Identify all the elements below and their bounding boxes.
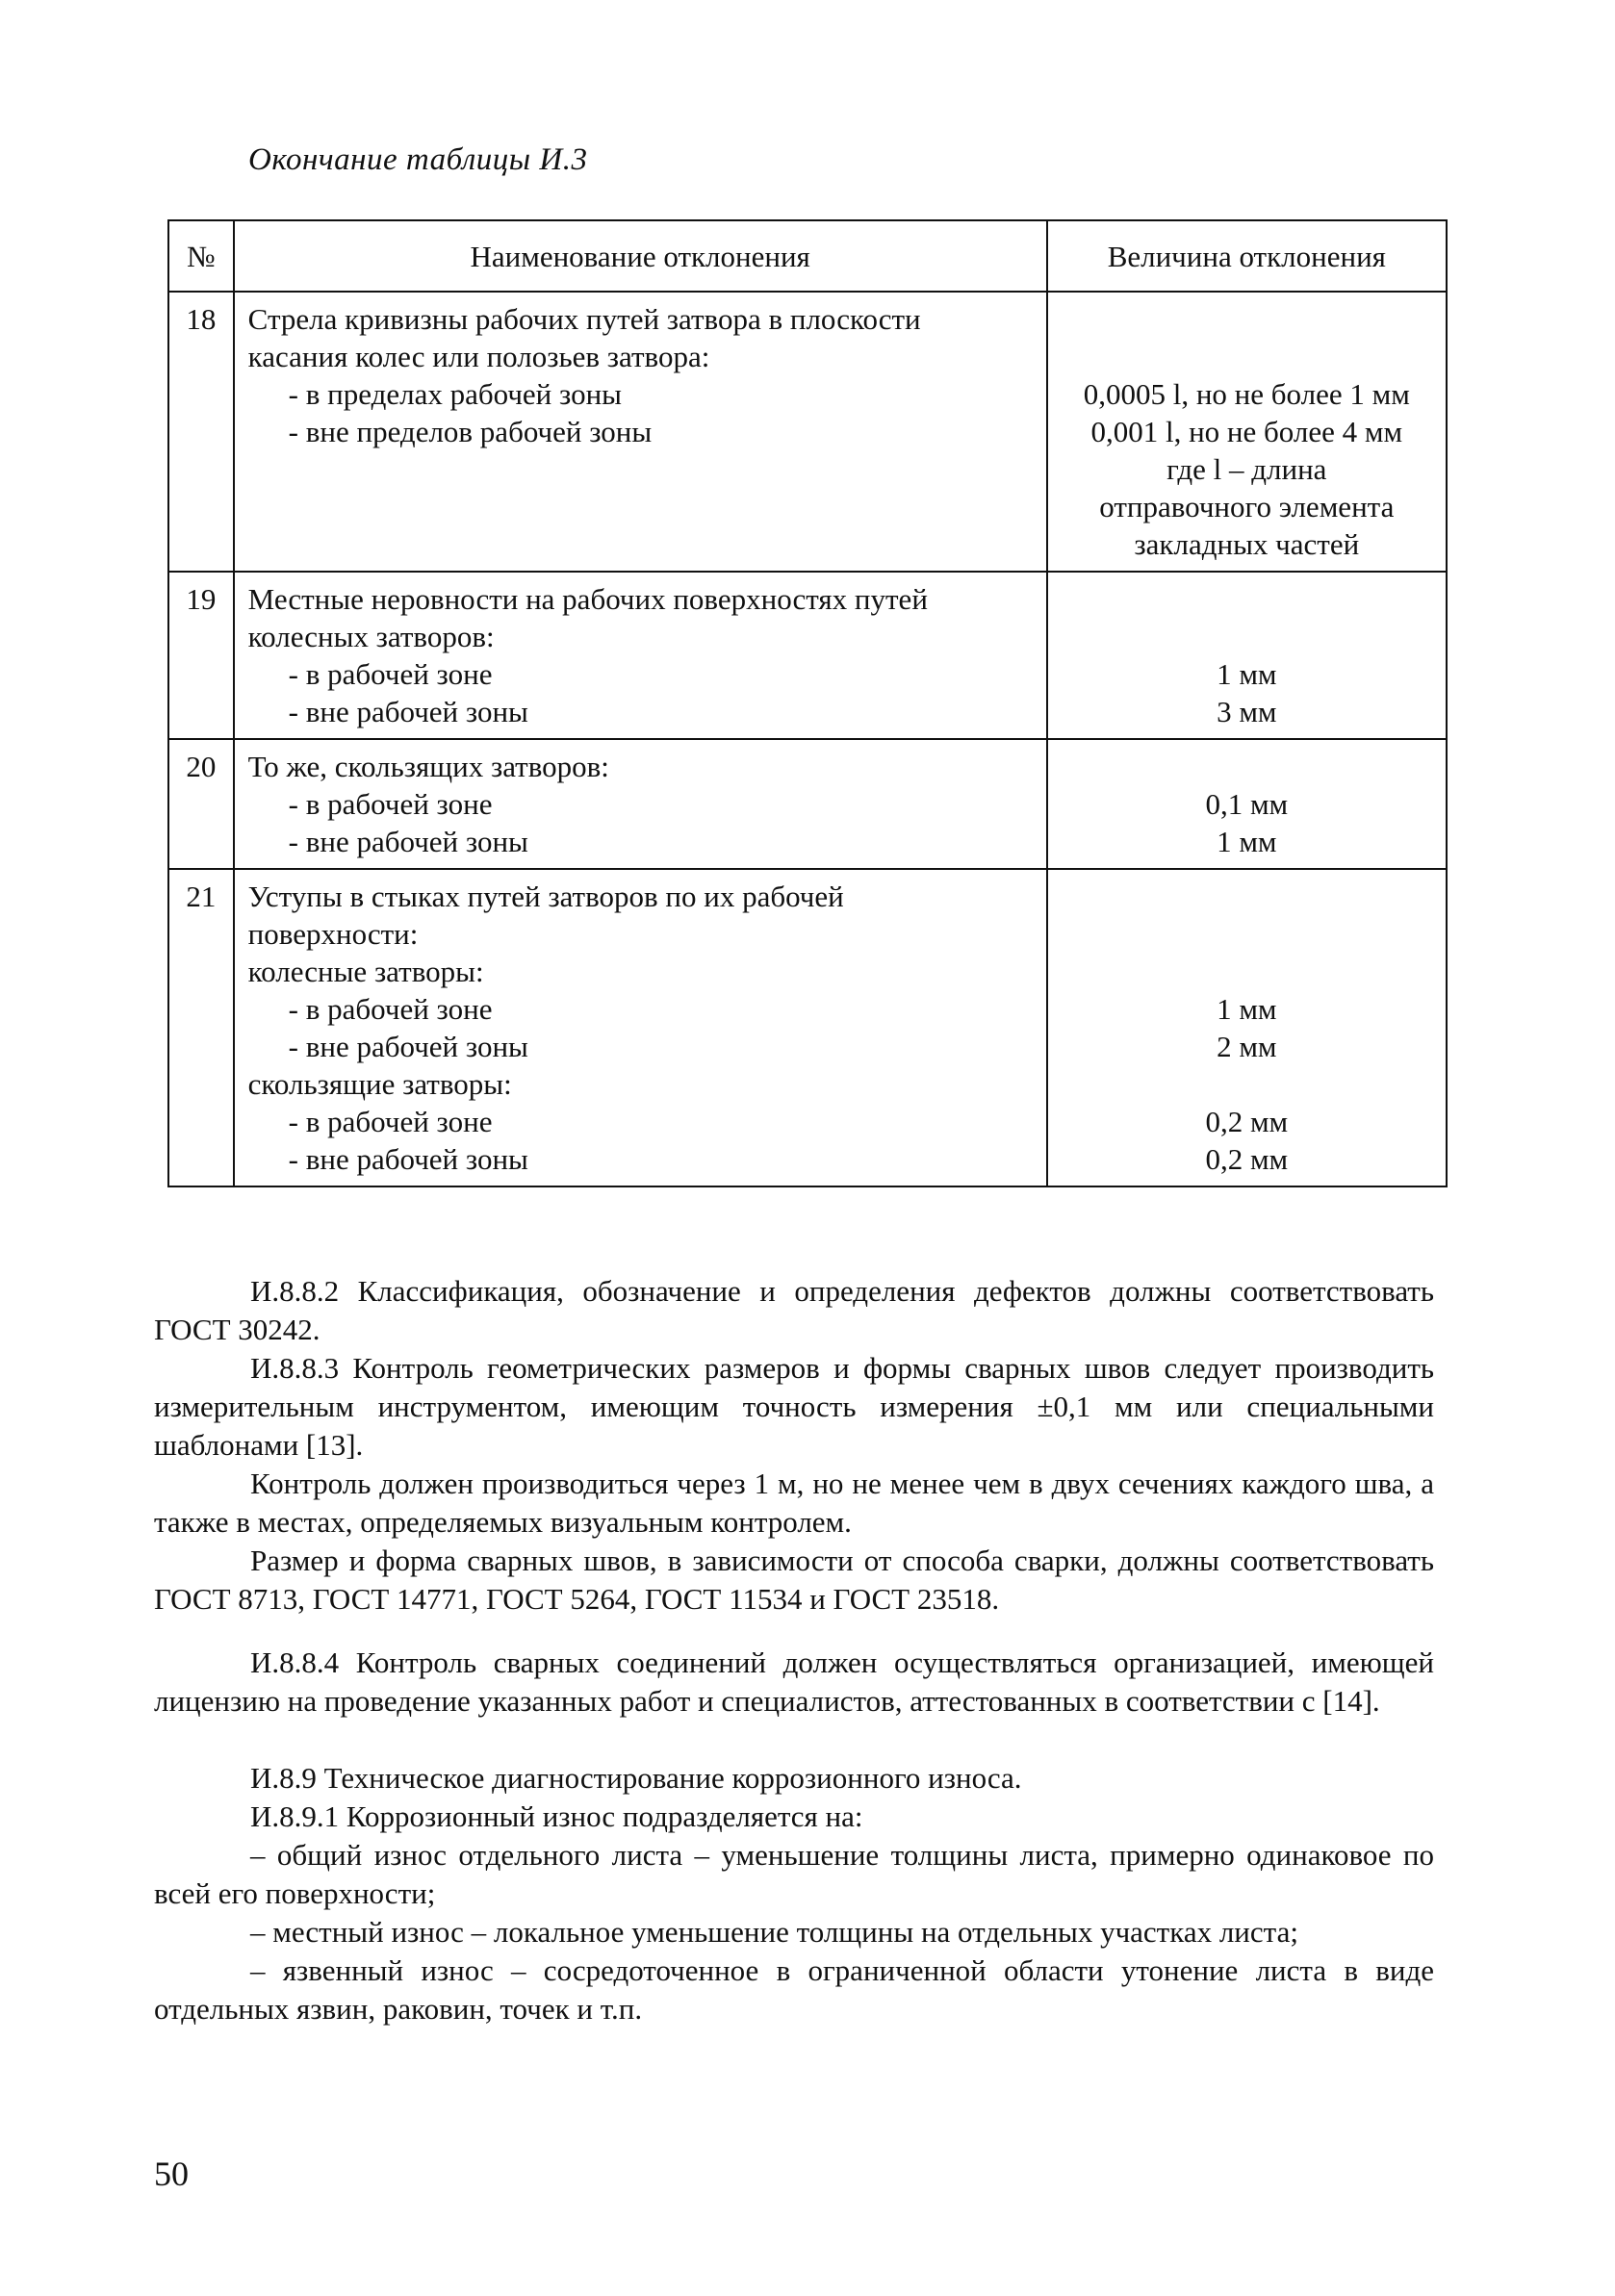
deviation-name-line: колесных затворов: [247,620,495,653]
deviation-value-line [1052,915,1442,953]
table-row [168,572,1447,739]
deviations-table [167,219,1448,1187]
deviation-name-line: - в рабочей зоне [288,787,493,821]
deviation-name-line: - вне рабочей зоны [288,825,528,858]
table-row [168,292,1447,572]
deviation-value [1047,739,1447,869]
deviation-name [234,739,1047,869]
paragraph-8-9 [154,1759,1434,1798]
deviation-name [234,292,1047,572]
header-num: № [168,220,234,292]
deviation-value-line [1052,1065,1442,1103]
deviation-value-line [1052,338,1442,375]
list-item-text: – местный износ – локальное уменьшение толщины на отдельных участках листа; [250,1915,1298,1949]
deviation-name-line: Стрела кривизны рабочих путей затвора в плоскости [247,302,921,336]
deviation-name-line: колесные затворы: [247,955,484,988]
deviation-value-line: 0,1 мм [1205,787,1289,821]
row-number: 19 [168,572,234,739]
deviation-name-line: - вне рабочей зоны [288,1142,528,1176]
table-row [168,869,1447,1186]
paragraph-8-9-1 [154,1798,1434,1836]
deviation-name [234,572,1047,739]
deviation-value-line: закладных частей [1134,527,1360,561]
deviation-value-line [1052,580,1442,618]
deviation-value-line [1052,618,1442,655]
list-item-text: – язвенный износ – сосредоточенное в ограниченной области утонение листа в виде отдельных язвин, раковин, точек и т.п. [154,1953,1434,2026]
deviation-value-line: 0,001 l, но не более 4 мм [1090,415,1403,448]
deviation-value-line: 1 мм [1217,992,1277,1026]
deviation-value [1047,572,1447,739]
deviation-name-line: То же, скользящих затворов: [247,750,609,783]
row-number: 21 [168,869,234,1186]
paragraph-control-interval [154,1465,1434,1542]
deviation-value-line: где l – длина [1166,452,1327,486]
deviation-name-line: поверхности: [247,917,419,951]
paragraph-text: Размер и форма сварных швов, в зависимости от способа сварки, должны соответствовать ГОСТ 8713, ГОСТ 14771, ГОСТ 5264, ГОСТ 11534 и ГОСТ 23518. [154,1543,1434,1616]
deviation-value-line: 0,2 мм [1205,1142,1289,1176]
deviation-value-line: 0,0005 l, но не более 1 мм [1083,377,1410,411]
list-item-general-wear [154,1836,1434,1913]
deviation-value-line [1052,300,1442,338]
deviation-value [1047,869,1447,1186]
paragraph-8-8-2 [154,1272,1434,1349]
table-row [168,739,1447,869]
deviation-name-line: Местные неровности на рабочих поверхностях путей [247,582,928,616]
deviation-value-line [1052,878,1442,915]
deviation-value-line: 1 мм [1217,657,1277,691]
deviation-value [1047,292,1447,572]
list-item-local-wear [154,1913,1434,1952]
deviation-value-line: отправочного элемента [1099,490,1395,523]
deviation-name-line: - вне рабочей зоны [288,1030,528,1063]
deviation-name [234,869,1047,1186]
page-number: 50 [154,2155,189,2193]
deviation-name-line: касания колес или полозьев затвора: [247,340,710,373]
deviation-value-line [1052,953,1442,990]
deviation-name-line: - вне рабочей зоны [288,695,528,728]
deviation-name-line: - вне пределов рабочей зоны [288,415,653,448]
deviation-name-line: - в рабочей зоне [288,657,493,691]
header-value: Величина отклонения [1047,220,1447,292]
list-item-text: – общий износ отдельного листа – уменьшение толщины листа, примерно одинаковое по всей его поверхности; [154,1838,1434,1910]
table-caption: Окончание таблицы И.3 [248,142,588,177]
deviation-value-line: 2 мм [1217,1030,1277,1063]
row-number: 20 [168,739,234,869]
list-item-pitting-wear [154,1952,1434,2028]
deviation-name-line: скользящие затворы: [247,1067,512,1101]
paragraph-text: И.8.9.1 Коррозионный износ подразделяется на: [250,1799,863,1833]
deviation-value-line [1052,748,1442,785]
header-name: Наименование отклонения [234,220,1047,292]
deviation-value-line: 1 мм [1217,825,1277,858]
deviation-value-line: 3 мм [1217,695,1277,728]
paragraph-8-8-3 [154,1349,1434,1465]
deviation-name-line: Уступы в стыках путей затворов по их рабочей [247,880,844,913]
paragraph-8-8-4 [154,1644,1434,1721]
paragraph-text: И.8.8.4 Контроль сварных соединений должен осуществляться организацией, имеющей лицензию на проведение указанных работ и специалистов, аттестованных в соответствии с [14]. [154,1645,1434,1718]
paragraph-text: Контроль должен производиться через 1 м, но не менее чем в двух сечениях каждого шва, а также в местах, определяемых визуальным контролем. [154,1467,1434,1539]
row-number: 18 [168,292,234,572]
paragraph-text: И.8.8.3 Контроль геометрических размеров и формы сварных швов следует производить измерительным инструментом, имеющим точность измерения ±0,1 мм или специальными шаблонами [13]. [154,1351,1434,1462]
paragraph-text: И.8.9 Техническое диагностирование коррозионного износа. [250,1761,1022,1795]
table-header-row [168,220,1447,292]
deviation-value-line: 0,2 мм [1205,1105,1289,1138]
deviation-name-line: - в рабочей зоне [288,992,493,1026]
deviation-name-line: - в рабочей зоне [288,1105,493,1138]
deviation-name-line: - в пределах рабочей зоны [288,377,622,411]
paragraph-text: И.8.8.2 Классификация, обозначение и определения дефектов должны соответствовать ГОСТ 30242. [154,1274,1434,1346]
paragraph-weld-size [154,1542,1434,1619]
